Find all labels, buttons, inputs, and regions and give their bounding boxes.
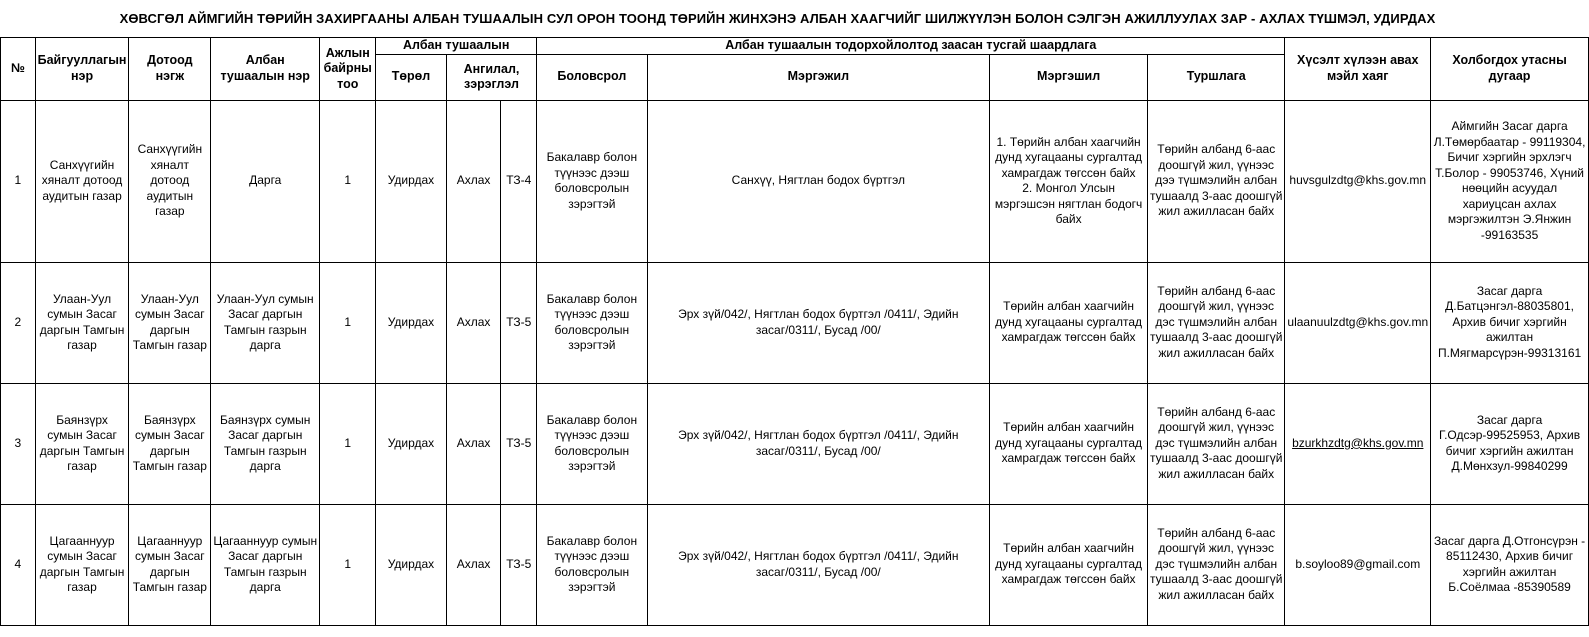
position-name: Баянзүрх сумын Засаг даргын Тамгын газрын дарга	[211, 383, 320, 504]
org-name: Баянзүрх сумын Засаг даргын Тамгын газар	[35, 383, 129, 504]
unit-name: Баянзүрх сумын Засаг даргын Тамгын газар	[129, 383, 211, 504]
position-grade: ТЗ-5	[501, 383, 537, 504]
application-email-cell	[1285, 383, 1431, 504]
experience-requirement: Төрийн албанд 6-аас доошгүй жил, үүнээс дэс түшмэлийн албан тушаалд 3-аас доошгүй жил ажилласан байх	[1148, 383, 1285, 504]
header-unit: Дотоод нэгж	[129, 38, 211, 101]
position-grade: ТЗ-4	[501, 100, 537, 262]
position-type: Удирдах	[376, 383, 447, 504]
application-email: b.soyloo89@gmail.com	[1285, 504, 1431, 625]
experience-requirement: Төрийн албанд 6-аас доошгүй жил, үүнээс дэс түшмэлийн албан тушаалд 3-аас доошгүй жил ажилласан байх	[1148, 262, 1285, 383]
header-position-group: Албан тушаалын	[376, 38, 537, 55]
skill-requirement: 1. Төрийн албан хаагчийн дунд хугацааны сургалтад хамрагдаж төгссөн байх 2. Монгол Улсын мэргэшсэн нягтлан бодогч байх	[990, 100, 1148, 262]
position-name: Цагааннуур сумын Засаг даргын Тамгын газрын дарга	[211, 504, 320, 625]
contact-phones: Засаг дарга Д.Отгонсүрэн - 85112430, Архив бичиг хэргийн ажилтан Б.Соёлмаа -85390589	[1431, 504, 1589, 625]
header-email: Хүсэлт хүлээн авах мэйл хаяг	[1285, 38, 1431, 101]
position-rank: Ахлах	[446, 504, 501, 625]
position-type: Удирдах	[376, 262, 447, 383]
profession-requirement: Эрх зүй/042/, Нягтлан бодох бүртгэл /0411/, Эдийн засаг/0311/, Бусад /00/	[647, 504, 990, 625]
profession-requirement: Эрх зүй/042/, Нягтлан бодох бүртгэл /0411/, Эдийн засаг/0311/, Бусад /00/	[647, 383, 990, 504]
row-number: 1	[1, 100, 36, 262]
vacancy-count: 1	[320, 504, 376, 625]
unit-name: Санхүүгийн хяналт дотоод аудитын газар	[129, 100, 211, 262]
table-row	[1, 262, 1589, 383]
profession-requirement: Санхүү, Нягтлан бодох бүртгэл	[647, 100, 990, 262]
header-profession: Мэргэжил	[647, 54, 990, 100]
org-name: Цагааннуур сумын Засаг даргын Тамгын газар	[35, 504, 129, 625]
position-grade: ТЗ-5	[501, 262, 537, 383]
vacancy-count: 1	[320, 383, 376, 504]
header-experience: Туршлага	[1148, 54, 1285, 100]
education-requirement: Бакалавр болон түүнээс дээш боловсролын зэрэгтэй	[537, 262, 647, 383]
header-skill: Мэргэшил	[990, 54, 1148, 100]
position-grade: ТЗ-5	[501, 504, 537, 625]
header-requirements-group: Албан тушаалын тодорхойлолтод заасан тусгай шаардлага	[537, 38, 1285, 55]
experience-requirement: Төрийн албанд 6-аас доошгүй жил, үүнээс дээ түшмэлийн албан тушаалд 3-аас доошгүй жил ажилласан байх	[1148, 100, 1285, 262]
position-type: Удирдах	[376, 504, 447, 625]
position-rank: Ахлах	[446, 262, 501, 383]
table-row	[1, 504, 1589, 625]
contact-phones: Аймгийн Засаг дарга Л.Төмөрбаатар - 99119304, Бичиг хэргийн эрхлэгч Т.Болор - 99053746, Хүний нөөцийн асуудал хариуцсан ахлах мэргэжилтэн Э.Янжин -99163535	[1431, 100, 1589, 262]
position-type: Удирдах	[376, 100, 447, 262]
row-number: 2	[1, 262, 36, 383]
org-name: Санхүүгийн хяналт дотоод аудитын газар	[35, 100, 129, 262]
application-email: huvsgulzdtg@khs.gov.mn	[1285, 100, 1431, 262]
unit-name: Цагааннуур сумын Засаг даргын Тамгын газар	[129, 504, 211, 625]
header-rank: Ангилал, зэрэглэл	[446, 54, 536, 100]
org-name: Улаан-Уул сумын Засаг даргын Тамгын газар	[35, 262, 129, 383]
vacancy-table	[0, 37, 1589, 626]
experience-requirement: Төрийн албанд 6-аас доошгүй жил, үүнээс дэс түшмэлийн албан тушаалд 3-аас доошгүй жил ажилласан байх	[1148, 504, 1285, 625]
skill-requirement: Төрийн албан хаагчийн дунд хугацааны сургалтад хамрагдаж төгссөн байх	[990, 504, 1148, 625]
application-email: ulaanuulzdtg@khs.gov.mn	[1285, 262, 1431, 383]
position-rank: Ахлах	[446, 383, 501, 504]
education-requirement: Бакалавр болон түүнээс дээш боловсролын зэрэгтэй	[537, 100, 647, 262]
position-name: Улаан-Уул сумын Засаг даргын Тамгын газрын дарга	[211, 262, 320, 383]
vacancy-count: 1	[320, 262, 376, 383]
unit-name: Улаан-Уул сумын Засаг даргын Тамгын газар	[129, 262, 211, 383]
header-education: Боловсрол	[537, 54, 647, 100]
skill-requirement: Төрийн албан хаагчийн дунд хугацааны сургалтад хамрагдаж төгссөн байх	[990, 383, 1148, 504]
header-type: Төрөл	[376, 54, 447, 100]
education-requirement: Бакалавр болон түүнээс дээш боловсролын зэрэгтэй	[537, 504, 647, 625]
header-no: №	[1, 38, 36, 101]
application-email-link[interactable]: bzurkhzdtg@khs.gov.mn	[1292, 435, 1424, 450]
education-requirement: Бакалавр болон түүнээс дээш боловсролын зэрэгтэй	[537, 383, 647, 504]
profession-requirement: Эрх зүй/042/, Нягтлан бодох бүртгэл /0411/, Эдийн засаг/0311/, Бусад /00/	[647, 262, 990, 383]
header-position: Албан тушаалын нэр	[211, 38, 320, 101]
row-number: 3	[1, 383, 36, 504]
contact-phones: Засаг дарга Д.Батцэнгэл-88035801, Архив бичиг хэргийн ажилтан П.Мягмарсүрэн-99313161	[1431, 262, 1589, 383]
row-number: 4	[1, 504, 36, 625]
header-phone: Холбогдох утасны дугаар	[1431, 38, 1589, 101]
vacancy-count: 1	[320, 100, 376, 262]
header-org: Байгууллагын нэр	[35, 38, 129, 101]
position-name: Дарга	[211, 100, 320, 262]
contact-phones: Засаг дарга Г.Одсэр-99525953, Архив бичиг хэргийн ажилтан Д.Мөнхзул-99840299	[1431, 383, 1589, 504]
position-rank: Ахлах	[446, 100, 501, 262]
header-count: Ажлын байрны тоо	[320, 38, 376, 101]
table-row	[1, 383, 1589, 504]
sheet-title: ХӨВСГӨЛ АЙМГИЙН ТӨРИЙН ЗАХИРГААНЫ АЛБАН ТУШААЛЫН СУЛ ОРОН ТООНД ТӨРИЙН ЖИНХЭНЭ АЛБАН ХААГЧИЙГ ШИЛЖҮҮЛЭН БОЛОН СЭЛГЭН АЖИЛЛУУЛАХ ЗАР - АХЛАХ ТҮШМЭЛ, УДИРДАХ	[119, 11, 1436, 26]
skill-requirement: Төрийн албан хаагчийн дунд хугацааны сургалтад хамрагдаж төгссөн байх	[990, 262, 1148, 383]
table-row	[1, 100, 1589, 262]
